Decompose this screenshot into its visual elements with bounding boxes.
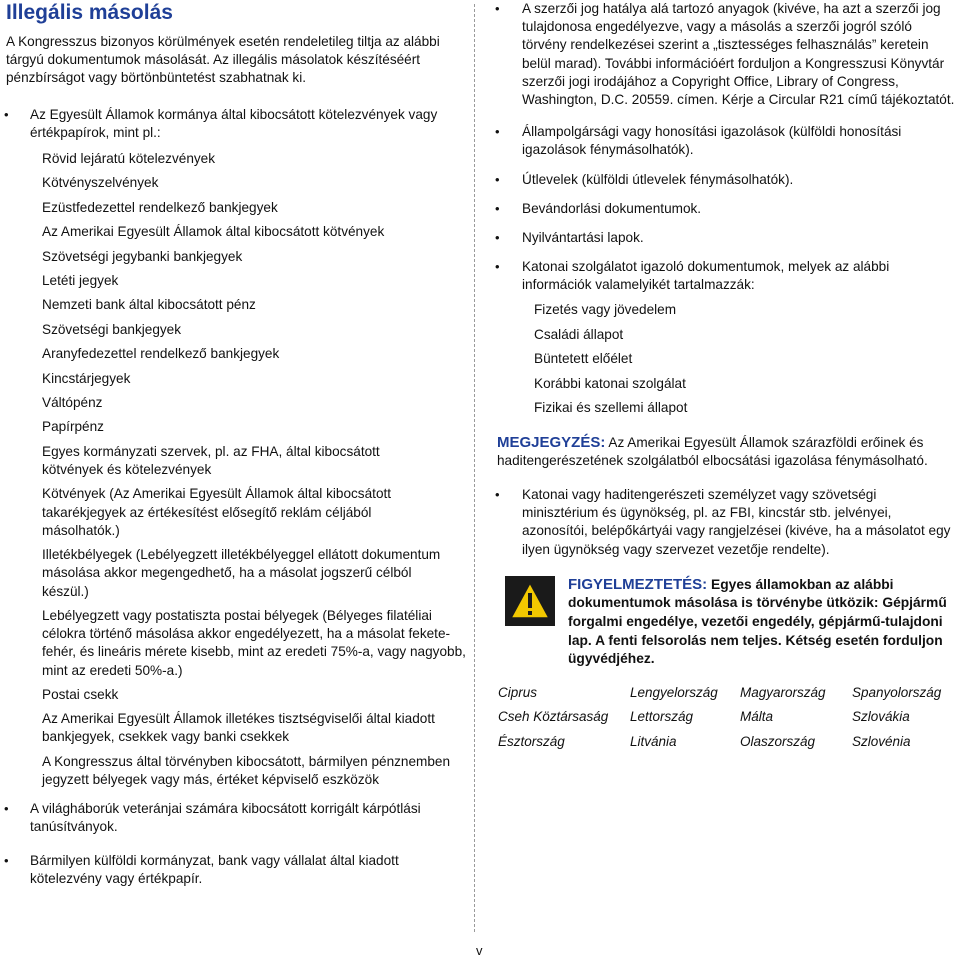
bullet-text: Az Egyesült Államok kormánya által kibocsátott kötelezvények vagy értékpapírok, mint pl.: (30, 106, 438, 140)
list-item: Korábbi katonai szolgálat (534, 375, 686, 391)
country-cell: Litvánia (630, 733, 677, 749)
page-title: Illegális másolás (6, 1, 173, 24)
bullet-veterans (6, 800, 430, 836)
list-item: Családi állapot (534, 326, 624, 342)
list-item: Papírpénz (42, 419, 104, 435)
bullet-text: Bevándorlási dokumentumok. (522, 200, 702, 216)
list-item: Az Amerikai Egyesült Államok illetékes tisztségviselői által kiadott bankjegyek, csekkek vagy banki csekkek (42, 711, 435, 745)
bullet-icon: • (495, 259, 500, 275)
bullet-foreign (6, 852, 430, 888)
list-item: Kötvényszelvények (42, 175, 159, 191)
list-item: Nemzeti bank által kibocsátott pénz (42, 297, 256, 313)
bullet-icon: • (495, 200, 500, 216)
bullet-text: Katonai vagy haditengerészeti személyzet vagy szövetségi minisztérium és ügynökség, pl. az FBI, kincstár stb. jelvényei, azonosítói, belépőkártyái vagy rangjelzései (kivéve, ha a másolatot egy ilyen ügynökség vagy szervezet vezetője rendelte). (522, 487, 951, 557)
bullet-icon: • (495, 230, 500, 246)
country-cell: Észtország (498, 733, 565, 749)
list-item: Szövetségi jegybanki bankjegyek (42, 248, 243, 264)
bullet-passports (497, 171, 957, 189)
list-item: Ezüstfedezettel rendelkező bankjegyek (42, 199, 278, 215)
warning-paragraph (568, 576, 957, 669)
country-cell: Ciprus (498, 684, 538, 700)
bullet-text: Nyilvántartási lapok. (522, 230, 644, 246)
country-cell: Magyarország (740, 684, 826, 700)
country-cell: Spanyolország (852, 684, 942, 700)
list-item: Szövetségi bankjegyek (42, 321, 182, 337)
bullet-government-securities (6, 106, 458, 142)
bullet-icon: • (495, 1, 500, 16)
table-row (498, 708, 941, 733)
page-number: v (476, 943, 483, 958)
column-divider (474, 4, 475, 932)
right-column (497, 0, 957, 757)
note-paragraph (497, 434, 957, 470)
bullet-military (497, 258, 957, 294)
warning-icon (505, 576, 555, 626)
list-item: A Kongresszus által törvényben kibocsátott, bármilyen pénznemben jegyzett bélyegek vagy más, értéket képviselő eszközök (42, 753, 451, 788)
bullet-text: A szerzői jog hatálya alá tartozó anyagok (kivéve, ha azt a szerzői jog tulajdonosa engedélyezve, vagy a másolás a szerzői jogról szóló törvény rendelkezései szerint a „tisztességes felhasználás” keretein belül marad). További információért forduljon a Kongresszusi Könyvtár szerzői jogi irodájához a Copyright Office, Library of Congress, Washington, D.C. 20559. címen. Kérje a Circular R21 című tájékoztatót. (522, 1, 955, 108)
bullet-icon: • (495, 171, 500, 187)
list-item: Fizetés vagy jövedelem (534, 302, 677, 318)
military-list (497, 301, 957, 418)
list-item: Illetékbélyegek (Lebélyegzett illetékbélyeggel ellátott dokumentum másolása akkor megengedhető, ha a másolat jogszerű célból készül.) (42, 547, 441, 599)
warning-title: FIGYELMEZTETÉS: (568, 575, 708, 593)
country-cell: Málta (740, 709, 774, 725)
list-item: Büntetett előélet (534, 351, 633, 367)
bullet-icon: • (4, 852, 9, 868)
list-item: Kötvények (Az Amerikai Egyesült Államok által kibocsátott takarékjegyek az értékesítést elősegítő reklám céljából másolhatók.) (42, 486, 392, 538)
table-row (498, 684, 941, 709)
country-cell: Szlovákia (852, 709, 910, 725)
list-item: Kincstárjegyek (42, 370, 131, 386)
list-item: Rövid lejáratú kötelezvények (42, 151, 216, 167)
bullet-icon: • (495, 487, 500, 503)
country-cell: Lengyelország (630, 684, 718, 700)
note-text: Az Amerikai Egyesült Államok szárazföldi erőinek és haditengerészetének szolgálatból elbocsátási igazolása fénymásolható. (497, 434, 928, 468)
list-item: Aranyfedezettel rendelkező bankjegyek (42, 346, 280, 362)
left-column (4, 0, 466, 888)
bullet-text: A világháborúk veteránjai számára kibocsátott korrigált kárpótlási tanúsítványok. (30, 801, 421, 835)
bullet-text: Bármilyen külföldi kormányzat, bank vagy vállalat által kiadott kötelezvény vagy értékpapír. (30, 852, 399, 886)
bullet-text: Katonai szolgálatot igazoló dokumentumok, melyek az alábbi információk valamelyikét tartalmazzák: (522, 259, 890, 293)
bullet-icon: • (4, 106, 9, 122)
intro-paragraph: A Kongresszus bizonyos körülmények esetén rendeletileg tiltja az alábbi tárgyú dokumentumok másolását. Az illegális másolatok készítéséért pénzbírságot vagy börtönbüntetést szabhatnak ki. (6, 34, 440, 86)
country-cell: Olaszország (740, 733, 816, 749)
bullet-badges (497, 486, 952, 559)
list-item: Postai csekk (42, 686, 119, 702)
list-item: Fizikai és szellemi állapot (534, 400, 688, 416)
warning-box (497, 576, 957, 669)
bullet-immigration (497, 200, 957, 218)
warning-text: Egyes államokban az alábbi dokumentumok másolása is törvénybe ütközik: Gépjármű forgalmi engedélye, vezetői engedély, gépjármű-tulajdoni lap. A fenti felsorolás nem teljes. Kétség esetén forduljon ügyvédjéhez. (568, 576, 947, 667)
list-item: Lebélyegzett vagy postatiszta postai bélyegek (Bélyeges filatéliai célokra történő másolása akkor engedélyezett, ha a másolat fekete-fehér, és lineáris mérete kisebb, mint az eredeti 75%-a, vagy nagyobb, mint az eredeti 50%-a.) (42, 607, 466, 678)
list-item: Letéti jegyek (42, 272, 119, 288)
country-cell: Szlovénia (852, 733, 911, 749)
list-item: Váltópénz (42, 394, 103, 410)
note-title: MEGJEGYZÉS: (497, 433, 606, 451)
bullet-text: Állampolgársági vagy honosítási igazolások (külföldi honosítási igazolások fénymásolhatók). (522, 124, 902, 158)
country-cell: Cseh Köztársaság (498, 709, 609, 725)
bullet-copyright (497, 0, 957, 109)
bullet-icon: • (495, 124, 500, 140)
bullet-registration (497, 229, 957, 247)
bullet-text: Útlevelek (külföldi útlevelek fénymásolhatók). (522, 171, 794, 187)
country-cell: Lettország (630, 709, 694, 725)
list-item: Az Amerikai Egyesült Államok által kibocsátott kötvények (42, 224, 385, 240)
countries-table (498, 684, 941, 758)
table-row (498, 733, 941, 758)
bullet-citizenship (497, 123, 957, 159)
bullet-icon: • (4, 801, 9, 817)
securities-list (6, 150, 466, 789)
list-item: Egyes kormányzati szervek, pl. az FHA, által kibocsátott kötvények és kötelezvények (42, 443, 380, 477)
